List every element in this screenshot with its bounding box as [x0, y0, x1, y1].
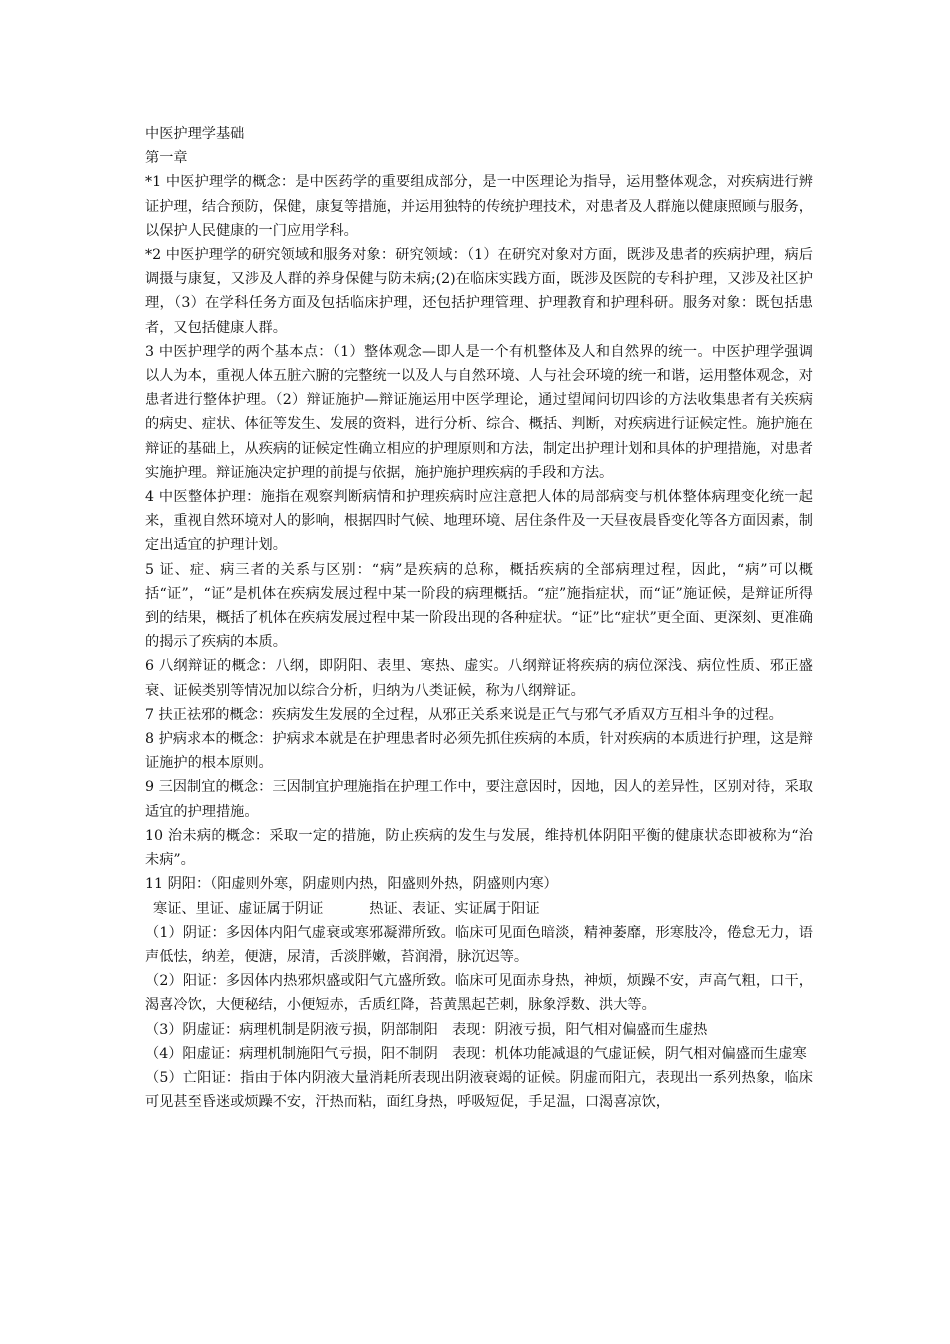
paragraph-9: 9 三因制宜的概念：三因制宜护理施指在护理工作中，要注意因时，因地，因人的差异性，区别对待，采取适宜的护理措施。 [145, 779, 813, 820]
item-yang-deficiency: （4）阳虚证：病理机制施阳气亏损，阳不制阴 表现：机体功能减退的气虚证候，阴气相对偏盛而生虚寒 [145, 1045, 807, 1062]
document-title: 中医护理学基础 [145, 126, 245, 142]
chapter-heading: 第一章 [145, 150, 188, 167]
item-yang-syndrome: （2）阳证：多因体内热邪炽盛或阳气亢盛所致。临床可见面赤身热，神烦，烦躁不安，声高气粗，口干，渴喜冷饮，大便秘结，小便短赤，舌质红降，苔黄黑起芒刺，脉象浮数、洪大等。 [145, 973, 813, 1014]
paragraph-1: *1 中医护理学的概念：是中医药学的重要组成部分，是一中医理论为指导，运用整体观念，对疾病进行辨证护理，结合预防，保健，康复等措施，并运用独特的传统护理技术，对患者及人群施以健康照顾与服务，以保护人民健康的一门应用学科。 [145, 174, 813, 239]
paragraph-5: 5 证、症、病三者的关系与区别：“病”是疾病的总称，概括疾病的全部病理过程，因此，“病”可以概括“证”，“证”是机体在疾病发展过程中某一阶段的病理概括。“症”施指症状，而“证”施证候，是辩证所得到的结果，概括了机体在疾病发展过程中某一阶段出现的各种症状。“证”比“症状”更全面、更深刻、更准确的揭示了疾病的本质。 [145, 561, 813, 651]
paragraph-7: 7 扶正祛邪的概念：疾病发生发展的全过程，从邪正关系来说是正气与邪气矛盾双方互相斗争的过程。 [145, 706, 783, 723]
item-collapse-syndrome: （5）亡阳证：指由于体内阴液大量消耗所表现出阴液衰竭的证候。阴虚而阳亢，表现出一系列热象，临床可见甚至昏迷或烦躁不安，汗热而粘，面红身热，呼吸短促，手足温，口渴喜凉饮， [145, 1069, 813, 1111]
item-yin-syndrome: （1）阴证：多因体内阳气虚衰或寒邪凝滞所致。临床可见面色暗淡，精神萎靡，形寒肢冷，倦怠无力，语声低怯，纳差，便溏，尿清，舌淡胖嫩，苔润滑，脉沉迟等。 [145, 924, 813, 965]
paragraph-4: 4 中医整体护理：施指在观察判断病情和护理疾病时应注意把人体的局部病变与机体整体病理变化统一起来，重视自然环境对人的影响，根据四时气候、地理环境、居住条件及一天昼夜晨昏变化等各方面因素，制定出适宜的护理计划。 [145, 489, 813, 554]
yin-yang-classification [145, 897, 813, 921]
paragraph-11: 11 阴阳：（阳虚则外寒，阴虚则内热，阳盛则外热，阴盛则内寒） [145, 876, 558, 893]
paragraph-8: 8 护病求本的概念：护病求本就是在护理患者时必须先抓住疾病的本质，针对疾病的本质进行护理，这是辩证施护的根本原则。 [145, 731, 813, 772]
document-body [145, 122, 813, 1114]
yang-syndrome-line: 热证、表证、实证属于阳证 [369, 900, 540, 917]
paragraph-2: *2 中医护理学的研究领域和服务对象：研究领域：（1）在研究对象对方面，既涉及患者的疾病护理，病后调摄与康复，又涉及人群的养身保健与防未病;(2)在临床实践方面，既涉及医院的专科护理，又涉及社区护理，（3）在学科任务方面及包括临床护理，还包括护理管理、护理教育和护理科研。服务对象：既包括患者，又包括健康人群。 [145, 247, 813, 336]
paragraph-10: 10 治未病的概念：采取一定的措施，防止疾病的发生与发展，维持机体阴阳平衡的健康状态即被称为“治未病”。 [145, 827, 813, 869]
paragraph-6: 6 八纲辩证的概念：八纲，即阴阳、表里、寒热、虚实。八纲辩证将疾病的病位深浅、病位性质、邪正盛衰、证候类别等情况加以综合分析，归纳为八类证候，称为八纲辩证。 [145, 658, 813, 699]
yin-syndrome-line: 寒证、里证、虚证属于阴证 [153, 900, 324, 917]
paragraph-3: 3 中医护理学的两个基本点：（1）整体观念—即人是一个有机整体及人和自然界的统一。中医护理学强调以人为本，重视人体五脏六腑的完整统一以及人与自然环境、人与社会环境的统一和谐，运用整体观念，对患者进行整体护理。（2）辩证施护—辩证施运用中医学理论，通过望闻问切四诊的方法收集患者有关疾病的病史、症状、体征等发生、发展的资料，进行分析、综合、概括、判断，对疾病进行证候定性。施护施在辩证的基础上，从疾病的证候定性确立相应的护理原则和方法，制定出护理计划和具体的护理措施，对患者实施护理。辩证施决定护理的前提与依据，施护施护理疾病的手段和方法。 [145, 343, 813, 481]
item-yin-deficiency: （3）阴虚证：病理机制是阴液亏损，阴部制阳 表现：阴液亏损，阳气相对偏盛而生虚热 [145, 1021, 708, 1038]
